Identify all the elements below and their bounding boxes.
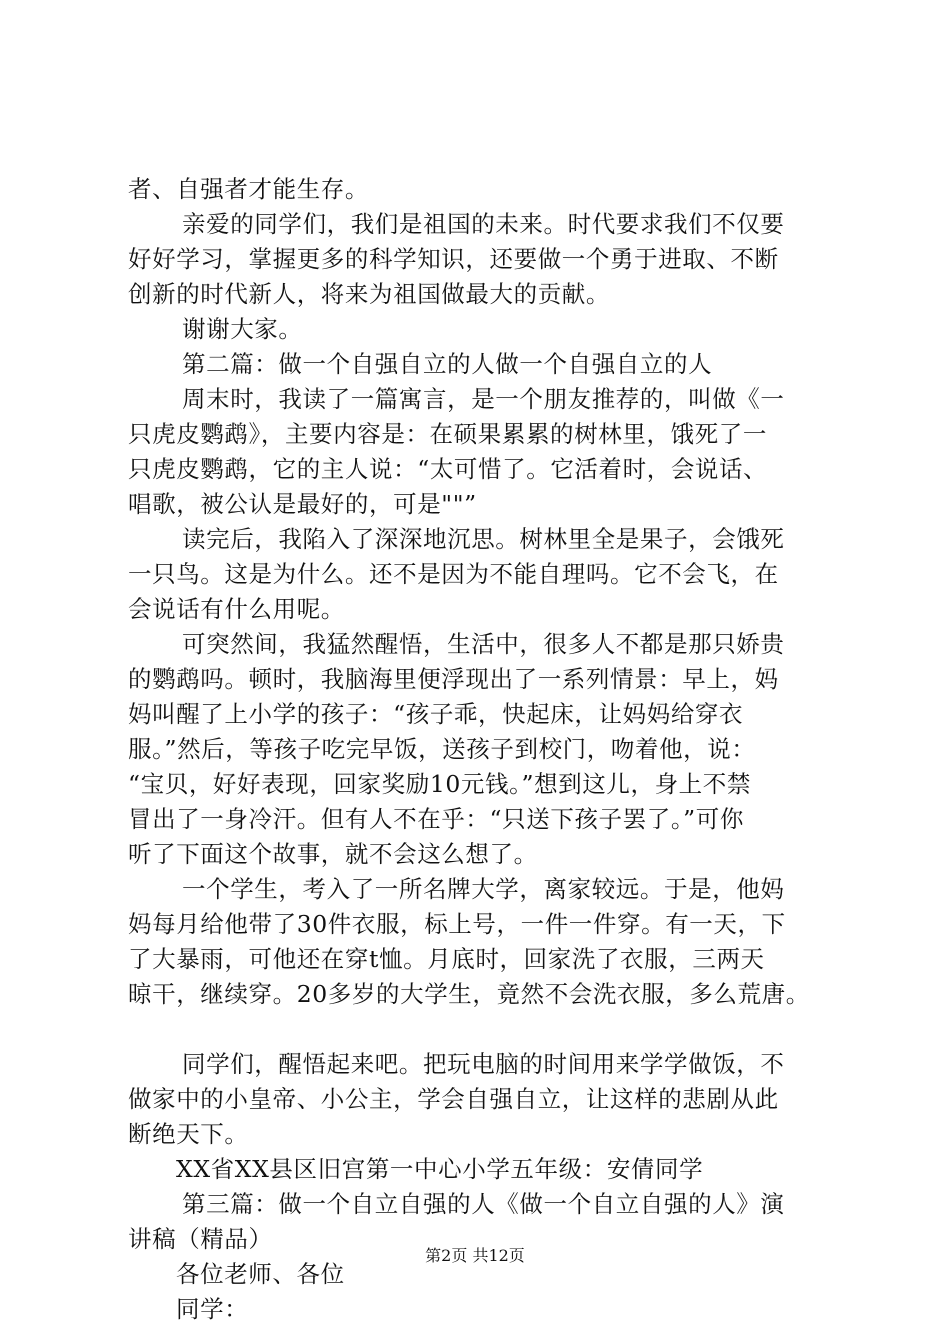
- text-line: 会说话有什么用呢。: [128, 595, 345, 623]
- text-line: 亲爱的同学们，我们是祖国的未来。时代要求我们不仅要: [182, 210, 785, 238]
- signature-line: XX省XX县区旧宫第一中心小学五年级：安倩同学: [176, 1155, 704, 1183]
- text-line: 妈每月给他带了30件衣服，标上号，一件一件穿。有一天，下: [128, 910, 786, 938]
- text-line: 创新的时代新人，将来为祖国做最大的贡献。: [128, 280, 610, 308]
- text-line: 周末时，我读了一篇寓言，是一个朋友推荐的，叫做《一: [182, 385, 785, 413]
- text-line: 同学：: [176, 1295, 249, 1323]
- text-line: 好好学习，掌握更多的科学知识，还要做一个勇于进取、不断: [128, 245, 779, 273]
- text-line: 一只鸟。这是为什么。还不是因为不能自理吗。它不会飞，在: [128, 560, 779, 588]
- text-line: 读完后，我陷入了深深地沉思。树林里全是果子，会饿死: [182, 525, 785, 553]
- text-line: 妈叫醒了上小学的孩子：“孩子乖，快起床，让妈妈给穿衣: [128, 700, 744, 728]
- section-heading: 第二篇：做一个自强自立的人做一个自强自立的人: [182, 350, 713, 378]
- text-line: 可突然间，我猛然醒悟，生活中，很多人不都是那只娇贵: [182, 630, 785, 658]
- text-line: 只虎皮鹦鹉，它的主人说：“太可惜了。它活着时，会说话、: [128, 455, 768, 483]
- text-line: 同学们，醒悟起来吧。把玩电脑的时间用来学学做饭，不: [182, 1050, 785, 1078]
- text-line: 只虎皮鹦鹉》，主要内容是：在硕果累累的树林里，饿死了一: [128, 420, 767, 448]
- text-line: 服。”然后，等孩子吃完早饭，送孩子到校门，吻着他，说：: [128, 735, 756, 763]
- text-line: 者、自强者才能生存。: [128, 175, 369, 203]
- text-line: 一个学生，考入了一所名牌大学，离家较远。于是，他妈: [182, 875, 785, 903]
- paragraph-gap: [128, 1012, 840, 1047]
- section-heading-continued: 讲稿（精品）: [128, 1225, 273, 1253]
- text-line: 冒出了一身冷汗。但有人不在乎：“只送下孩子罢了。”可你: [128, 805, 744, 833]
- text-line: 晾干，继续穿。20多岁的大学生，竟然不会洗衣服，多么荒唐。: [128, 980, 810, 1008]
- text-line: 做家中的小皇帝、小公主，学会自强自立，让这样的悲剧从此: [128, 1085, 779, 1113]
- page-number: 第2页 共12页: [425, 1246, 525, 1265]
- text-line: “宝贝，好好表现，回家奖励10元钱。”想到这儿，身上不禁: [128, 770, 751, 798]
- text-line: 断绝天下。: [128, 1120, 249, 1148]
- text-line: 的鹦鹉吗。顿时，我脑海里便浮现出了一系列情景：早上，妈: [128, 665, 779, 693]
- text-line: 各位老师、各位: [176, 1260, 345, 1288]
- text-line: 唱歌，被公认是最好的，可是""”: [128, 490, 477, 518]
- document-body: [128, 172, 840, 1327]
- section-heading: 第三篇：做一个自立自强的人《做一个自立自强的人》演: [182, 1190, 785, 1218]
- text-line: 谢谢大家。: [182, 315, 303, 343]
- text-line: 听了下面这个故事，就不会这么想了。: [128, 840, 538, 868]
- text-line: 了大暴雨，可他还在穿t恤。月底时，回家洗了衣服，三两天: [128, 945, 765, 973]
